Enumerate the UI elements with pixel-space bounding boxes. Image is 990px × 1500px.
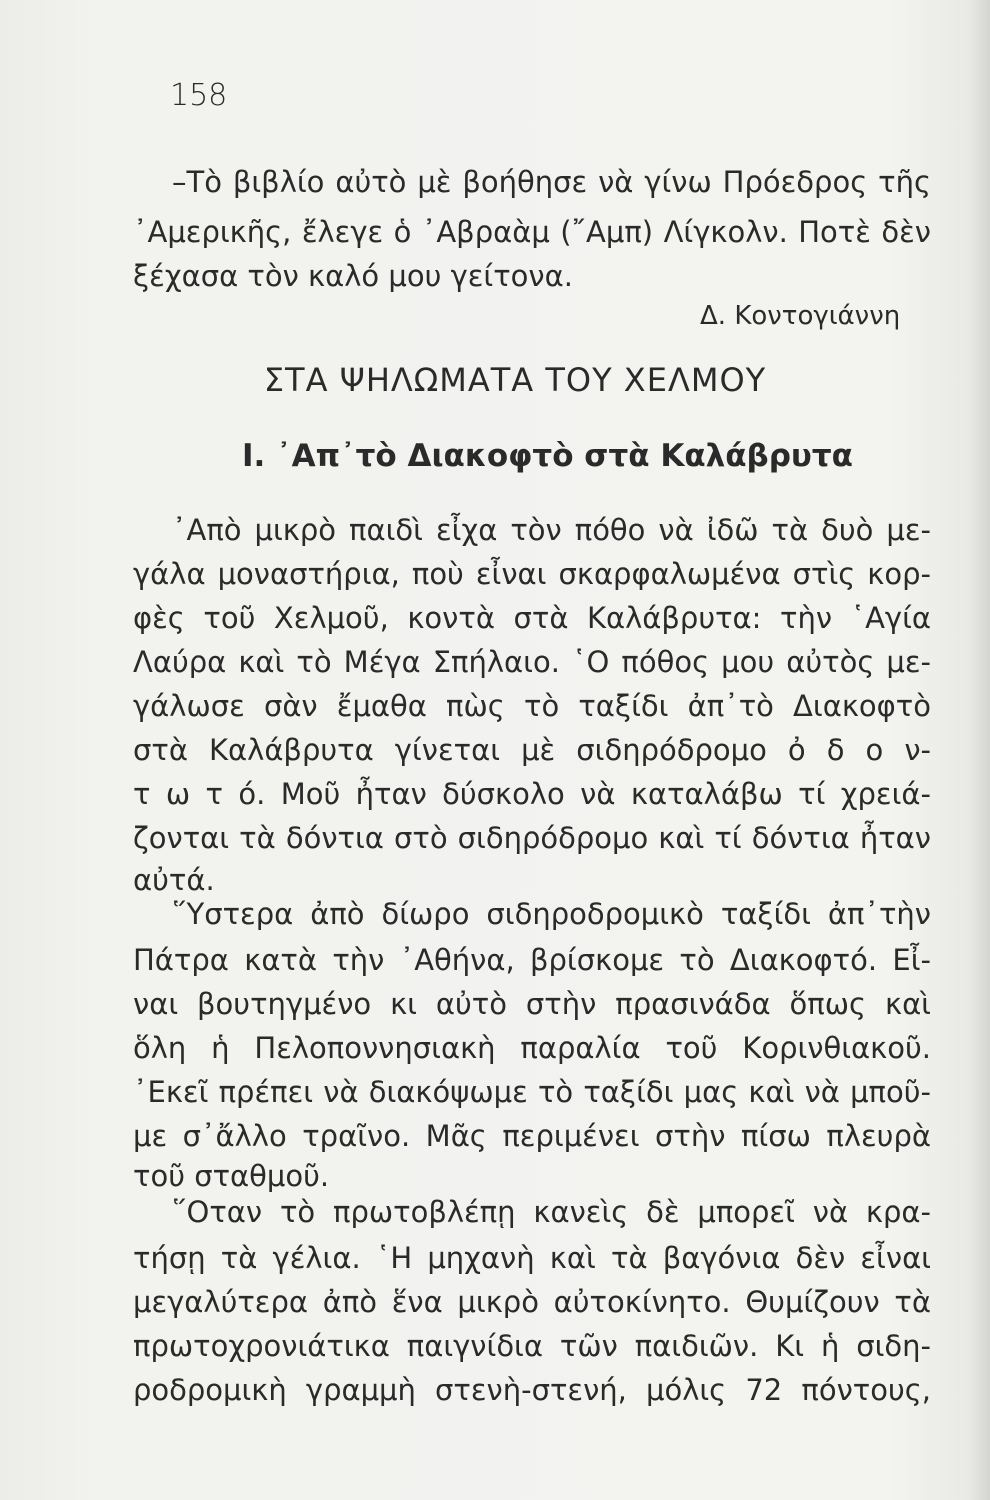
paragraph-line: τοῦ σταθμοῦ. (133, 1159, 330, 1193)
paragraph-line: ᾿Εκεῖ πρέπει νὰ διακόψωμε τὸ ταξίδι μας καὶ νὰ μποῦ- (133, 1075, 931, 1109)
intro-line: –Τὸ βιβλίο αὐτὸ μὲ βοήθησε νὰ γίνω Πρόεδρος τῆς (172, 165, 931, 199)
paragraph-line: ροδρομικὴ γραμμὴ στενὴ-στενή, μόλις 72 πόντους, (133, 1373, 931, 1407)
paragraph-line: μεγαλύτερα ἀπὸ ἕνα μικρὸ αὐτοκίνητο. Θυμίζουν τὰ (133, 1285, 931, 1319)
chapter-subheading: I. ᾿Απ᾿τὸ Διακοφτὸ στὰ Καλάβρυτα (242, 438, 853, 474)
section-heading: ΣΤΑ ΨΗΛΩΜΑΤΑ ΤΟΥ ΧΕΛΜΟΥ (263, 361, 767, 399)
page-edge-shadow (968, 0, 990, 1500)
paragraph-line: Λαύρα καὶ τὸ Μέγα Σπήλαιο. ῾Ο πόθος μου αὐτὸς με- (133, 645, 931, 679)
paragraph-line: με σ᾿ἄλλο τραῖνο. Μᾶς περιμένει στὴν πίσω πλευρὰ (133, 1119, 931, 1153)
paragraph-line: στὰ Καλάβρυτα γίνεται μὲ σιδηρόδρομο ὀ δ ο ν- (133, 733, 931, 767)
author-attribution: Δ. Κοντογιάννη (700, 301, 901, 331)
paragraph-line: Πάτρα κατὰ τὴν ᾿Αθήνα, βρίσκομε τὸ Διακοφτό. Εἶ- (133, 943, 931, 977)
paragraph-line: πρωτοχρονιάτικα παιγνίδια τῶν παιδιῶν. Κι ἡ σιδη- (133, 1329, 931, 1363)
paragraph-line: γάλα μοναστήρια, ποὺ εἶναι σκαρφαλωμένα στὶς κορ- (133, 557, 931, 591)
paragraph-line: ζονται τὰ δόντια στὸ σιδηρόδρομο καὶ τί δόντια ἦταν (133, 821, 931, 855)
paragraph-line: ὅλη ἡ Πελοποννησιακὴ παραλία τοῦ Κορινθιακοῦ. (133, 1031, 931, 1065)
paragraph-line: αὐτά. (133, 863, 215, 897)
paragraph-line: φὲς τοῦ Χελμοῦ, κοντὰ στὰ Καλάβρυτα: τὴν ῾Αγία (133, 601, 931, 635)
intro-line: ξέχασα τὸν καλό μου γείτονα. (133, 259, 573, 293)
intro-line: ᾿Αμερικῆς, ἔλεγε ὁ ᾿Αβραὰμ (῎Αμπ) Λίγκολν. Ποτὲ δὲν (133, 215, 931, 249)
paragraph-line: ναι βουτηγμένο κι αὐτὸ στὴν πρασινάδα ὅπως καὶ (133, 987, 931, 1021)
paragraph-line: τήσῃ τὰ γέλια. ῾Η μηχανὴ καὶ τὰ βαγόνια δὲν εἶναι (133, 1241, 931, 1275)
page-number: 158 (170, 78, 228, 113)
paragraph-line: ῞Υστερα ἀπὸ δίωρο σιδηροδρομικὸ ταξίδι ἀπ᾿τὴν (172, 897, 931, 931)
paragraph-line: ᾿Απὸ μικρὸ παιδὶ εἶχα τὸν πόθο νὰ ἰδῶ τὰ δυὸ με- (172, 513, 931, 547)
paragraph-line: ῞Οταν τὸ πρωτοβλέπῃ κανεὶς δὲ μπορεῖ νὰ κρα- (172, 1195, 931, 1229)
paragraph-line: γάλωσε σὰν ἔμαθα πὼς τὸ ταξίδι ἀπ᾿τὸ Διακοφτὸ (133, 689, 931, 723)
paragraph-line: τ ω τ ό. Μοῦ ἦταν δύσκολο νὰ καταλάβω τί χρειά- (133, 777, 931, 811)
